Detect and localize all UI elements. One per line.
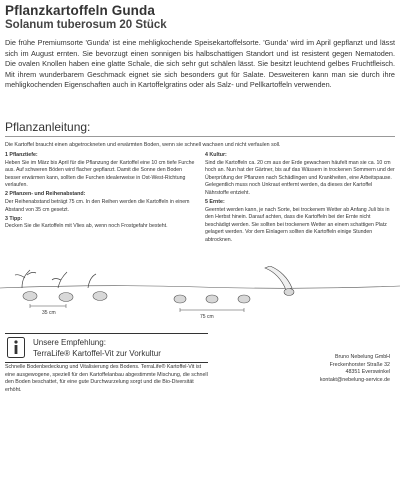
potato-icon [238,295,250,303]
recommendation-header [5,333,208,363]
step-text: Geerntet werden kann, je nach Sorte, bei trockenem Wetter ab Anfang Juli bis in den Herbst hinein. Darauf achten, dass die Kartoffeln bei der Ernte nicht beschädigt werden. Sie sollten bei trockenem Wetter an einem schattigen Platz gelagert werden. Vor dem Einlagern sollten die Kartoffeln einige Stunden abtrocknen. [205,206,390,244]
potato-icon [59,293,73,302]
product-title: Pflanzkartoffeln Gunda [5,3,155,18]
contact-block [320,354,390,385]
potato-icon [174,295,186,303]
step-text: Heben Sie im März bis April für die Pflanzung der Kartoffel eine 10 cm tiefe Furche aus. Auf schweren Böden wird flacher gepflanzt. Damit die Sonne den Boden besser erwärmen kann, sollten die Furchen idealerweise in Ost-West-Richtung verlaufen. [5,159,195,189]
step-text: Der Reihenabstand beträgt 75 cm. In den Reihen werden die Kartoffeln in einem Abstand von 35 cm gesetzt. [5,199,190,213]
step-heading: 3 Tipp: [5,215,23,222]
planting-illustration [0,266,400,318]
step-text: Decken Sie die Kartoffeln mit Vlies ab, wenn noch Frostgefahr besteht. [5,223,168,230]
potato-icon [93,292,107,301]
potato-icon [23,292,37,301]
instructions-left-column [5,152,198,232]
recommendation-product: TerraLife® Kartoffel-Vit zur Vorkultur [33,349,161,358]
city-address: 48351 Everswinkel [345,369,390,376]
street-address: Freckenhorster Straße 32 [329,361,390,368]
potato-icon [206,295,218,303]
step-heading: 4 Kultur: [205,152,227,158]
step-text: Sind die Kartoffeln ca. 20 cm aus der Erde gewachsen häufelt man sie ca. 10 cm hoch an. Nun hat der Gärtner, bis auf das Wässern in trockenen Sommern und der Überprüfung der Pflanzen nach Schädlingen und Krankheiten, eine Arbeitspause. Gelegentlich muss noch Unkraut entfernt werden, da dieses der Kartoffel Nährstoffe entzieht. [205,159,395,196]
recommendation-text: Schnelle Bodenbedeckung und Vitalisierung des Bodens. TerraLife® Kartoffel-Vit ist eine ausgewogene, speziell für den Kartoffelanbau abgestimmte Mischung, die schnell den Boden beschattet, für eine gute Durchwurzelung sorgt und die Bio-Diversität erhöht. [5,364,208,393]
step-heading: 1 Pflanztiefe: [5,152,38,158]
intro-paragraph: Die frühe Premiumsorte 'Gunda' ist eine mehligkochende Speisekartoffelsorte. 'Gunda' wird im April gepflanzt und lässt sich im August ernten. Sie bevorzugt einen sonnigen bis halbschattigen Standort und ist resistent gegen Nematoden. Die ovalen Knollen haben eine glatte Schale, die sich sehr gut schälen lässt. Sie besitzt leuchtend gelbes Fruchtfleisch. Mit ihrem wunderbarem Geschmack eignet sie sich besonders gut für Salate. Desweiteren kann man sie durch ihre mehligkochenden Eigenschaften auch in Kartoffelgratins oder als Salz- und Pellkartoffeln verwenden. [5,38,395,90]
instructions-lead: Die Kartoffel braucht einen abgetrockneten und erwärmten Boden, wenn sie schnell wachsen und nicht verfaulen soll. [5,142,281,148]
recommendation-box [5,333,208,441]
sprout-icon [15,270,96,288]
recommendation-title: Unsere Empfehlung: [33,338,106,347]
instructions-right-column [205,152,395,246]
product-subtitle: Solanum tuberosum 20 Stück [5,19,167,31]
section-heading: Pflanzanleitung: [5,120,91,134]
email-address: kontakt@nebelung-service.de [319,377,390,384]
ground-line [0,286,400,289]
row-spacing-label: 75 cm [200,314,214,318]
info-icon [7,337,25,358]
hand-icon [265,266,294,296]
company-name: Bruno Nebelung GmbH [334,354,390,360]
spacing-label: 35 cm [42,310,56,316]
divider [5,136,395,137]
step-heading: 2 Pflanzen- und Reihenabstand: [5,191,86,198]
step-heading: 5 Ernte: [205,199,225,206]
